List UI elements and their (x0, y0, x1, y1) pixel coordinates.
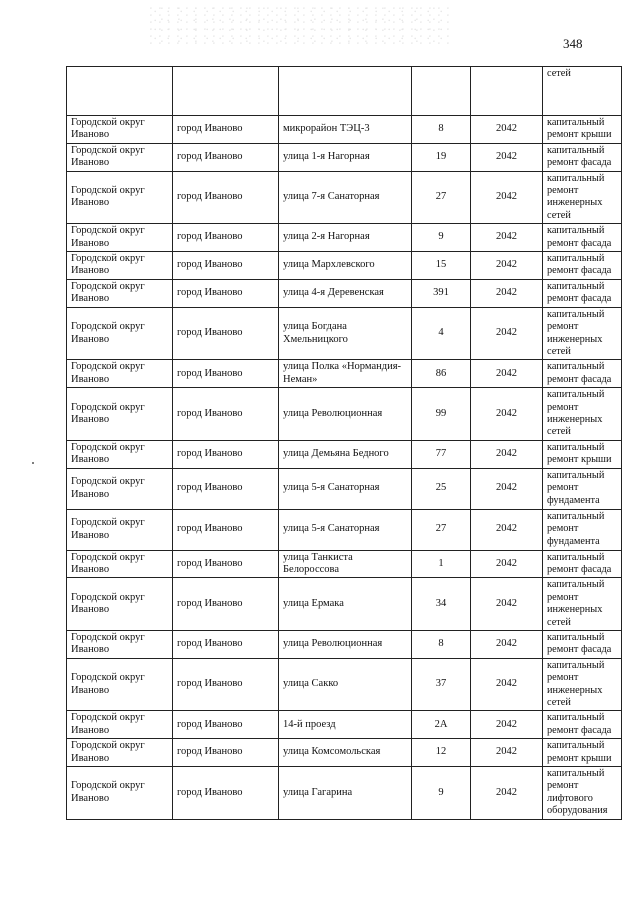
cell-year: 2042 (471, 509, 543, 550)
table-row (67, 739, 622, 767)
cell-settlement: город Иваново (173, 143, 279, 171)
cell-work: капитальный ремонт инженерных сетей (543, 658, 622, 711)
cell-settlement: город Иваново (173, 509, 279, 550)
cell-year: 2042 (471, 279, 543, 307)
cell-municipality: Городской округ Иваново (67, 252, 173, 280)
cell-municipality: Городской округ Иваново (67, 279, 173, 307)
cell-work: капитальный ремонт инженерных сетей (543, 307, 622, 360)
cell-municipality (67, 67, 173, 116)
cell-work: капитальный ремонт инженерных сетей (543, 171, 622, 224)
cell-street: улица Гагарина (279, 767, 412, 820)
cell-street: улица Танкиста Белороссова (279, 550, 412, 578)
cell-municipality: Городской округ Иваново (67, 631, 173, 659)
cell-year: 2042 (471, 739, 543, 767)
cell-house: 1 (412, 550, 471, 578)
continuation-row (67, 67, 622, 116)
cell-work: сетей (543, 67, 622, 116)
cell-municipality: Городской округ Иваново (67, 143, 173, 171)
cell-house: 27 (412, 509, 471, 550)
cell-work: капитальный ремонт фасада (543, 550, 622, 578)
cell-house: 8 (412, 116, 471, 144)
cell-municipality: Городской округ Иваново (67, 550, 173, 578)
cell-settlement: город Иваново (173, 468, 279, 509)
cell-street: улица Демьяна Бедного (279, 440, 412, 468)
cell-work: капитальный ремонт фасада (543, 224, 622, 252)
cell-street: улица 1-я Нагорная (279, 143, 412, 171)
table-row (67, 767, 622, 820)
cell-year: 2042 (471, 550, 543, 578)
cell-year: 2042 (471, 631, 543, 659)
cell-work: капитальный ремонт крыши (543, 739, 622, 767)
cell-street: улица Революционная (279, 388, 412, 441)
cell-settlement: город Иваново (173, 767, 279, 820)
cell-settlement: город Иваново (173, 360, 279, 388)
cell-house: 8 (412, 631, 471, 659)
table-row (67, 468, 622, 509)
table-row (67, 440, 622, 468)
cell-year: 2042 (471, 116, 543, 144)
table-row (67, 307, 622, 360)
cell-work: капитальный ремонт фасада (543, 252, 622, 280)
cell-settlement: город Иваново (173, 631, 279, 659)
cell-year: 2042 (471, 171, 543, 224)
table-row (67, 658, 622, 711)
table-row (67, 550, 622, 578)
cell-year: 2042 (471, 360, 543, 388)
cell-work: капитальный ремонт фундамента (543, 509, 622, 550)
cell-work: капитальный ремонт крыши (543, 116, 622, 144)
cell-house: 12 (412, 739, 471, 767)
cell-house: 15 (412, 252, 471, 280)
cell-municipality: Городской округ Иваново (67, 578, 173, 631)
cell-settlement: город Иваново (173, 252, 279, 280)
cell-work: капитальный ремонт фундамента (543, 468, 622, 509)
cell-work: капитальный ремонт фасада (543, 279, 622, 307)
cell-year: 2042 (471, 711, 543, 739)
cell-street: улица Комсомольская (279, 739, 412, 767)
cell-settlement: город Иваново (173, 550, 279, 578)
cell-municipality: Городской округ Иваново (67, 388, 173, 441)
cell-house: 9 (412, 767, 471, 820)
cell-work: капитальный ремонт фасада (543, 143, 622, 171)
cell-year (471, 67, 543, 116)
table-row (67, 388, 622, 441)
cell-house: 4 (412, 307, 471, 360)
cell-settlement: город Иваново (173, 739, 279, 767)
cell-municipality: Городской округ Иваново (67, 509, 173, 550)
table-row (67, 116, 622, 144)
cell-street: улица 7-я Санаторная (279, 171, 412, 224)
cell-municipality: Городской округ Иваново (67, 360, 173, 388)
cell-house: 19 (412, 143, 471, 171)
cell-house: 34 (412, 578, 471, 631)
cell-municipality: Городской округ Иваново (67, 440, 173, 468)
cell-municipality: Городской округ Иваново (67, 711, 173, 739)
table-row (67, 252, 622, 280)
table-row (67, 509, 622, 550)
cell-house: 86 (412, 360, 471, 388)
cell-street: 14-й проезд (279, 711, 412, 739)
cell-house: 25 (412, 468, 471, 509)
cell-street: улица Богдана Хмельницкого (279, 307, 412, 360)
cell-street: улица 5-я Санаторная (279, 468, 412, 509)
cell-house: 2А (412, 711, 471, 739)
cell-settlement: город Иваново (173, 307, 279, 360)
cell-street: улица 5-я Санаторная (279, 509, 412, 550)
cell-settlement: город Иваново (173, 116, 279, 144)
cell-street: улица 2-я Нагорная (279, 224, 412, 252)
cell-year: 2042 (471, 224, 543, 252)
table-row (67, 631, 622, 659)
cell-year: 2042 (471, 252, 543, 280)
cell-settlement: город Иваново (173, 224, 279, 252)
cell-settlement: город Иваново (173, 171, 279, 224)
table-row (67, 224, 622, 252)
cell-settlement: город Иваново (173, 658, 279, 711)
cell-work: капитальный ремонт инженерных сетей (543, 388, 622, 441)
cell-settlement: город Иваново (173, 388, 279, 441)
cell-year: 2042 (471, 468, 543, 509)
cell-municipality: Городской округ Иваново (67, 116, 173, 144)
table-row (67, 279, 622, 307)
cell-year: 2042 (471, 658, 543, 711)
table-row (67, 360, 622, 388)
cell-house: 37 (412, 658, 471, 711)
cell-house: 27 (412, 171, 471, 224)
cell-street: улица Сакко (279, 658, 412, 711)
cell-settlement: город Иваново (173, 440, 279, 468)
cell-settlement: город Иваново (173, 578, 279, 631)
cell-work: капитальный ремонт инженерных сетей (543, 578, 622, 631)
cell-house: 391 (412, 279, 471, 307)
cell-house: 99 (412, 388, 471, 441)
cell-street: улица 4-я Деревенская (279, 279, 412, 307)
cell-year: 2042 (471, 440, 543, 468)
cell-municipality: Городской округ Иваново (67, 224, 173, 252)
cell-municipality: Городской округ Иваново (67, 171, 173, 224)
cell-street: улица Революционная (279, 631, 412, 659)
cell-year: 2042 (471, 143, 543, 171)
cell-work: капитальный ремонт фасада (543, 711, 622, 739)
cell-street: улица Мархлевского (279, 252, 412, 280)
cell-municipality: Городской округ Иваново (67, 767, 173, 820)
table-row (67, 578, 622, 631)
scan-speck (32, 462, 34, 464)
cell-house (412, 67, 471, 116)
cell-settlement: город Иваново (173, 279, 279, 307)
cell-year: 2042 (471, 388, 543, 441)
cell-work: капитальный ремонт фасада (543, 360, 622, 388)
cell-year: 2042 (471, 307, 543, 360)
cell-municipality: Городской округ Иваново (67, 307, 173, 360)
cell-work: капитальный ремонт лифтового оборудования (543, 767, 622, 820)
cell-work: капитальный ремонт фасада (543, 631, 622, 659)
cell-municipality: Городской округ Иваново (67, 658, 173, 711)
cell-municipality: Городской округ Иваново (67, 739, 173, 767)
cell-municipality: Городской округ Иваново (67, 468, 173, 509)
cell-street (279, 67, 412, 116)
cell-settlement: город Иваново (173, 711, 279, 739)
cell-work: капитальный ремонт крыши (543, 440, 622, 468)
cell-year: 2042 (471, 578, 543, 631)
page-number: 348 (563, 36, 583, 51)
cell-street: улица Ермака (279, 578, 412, 631)
table-row (67, 711, 622, 739)
cell-year: 2042 (471, 767, 543, 820)
repair-schedule-table (66, 66, 622, 820)
cell-house: 9 (412, 224, 471, 252)
cell-street: микрорайон ТЭЦ-3 (279, 116, 412, 144)
cell-house: 77 (412, 440, 471, 468)
cell-street: улица Полка «Нормандия-Неман» (279, 360, 412, 388)
table-row (67, 171, 622, 224)
cell-settlement (173, 67, 279, 116)
table-row (67, 143, 622, 171)
scan-noise (150, 6, 450, 46)
